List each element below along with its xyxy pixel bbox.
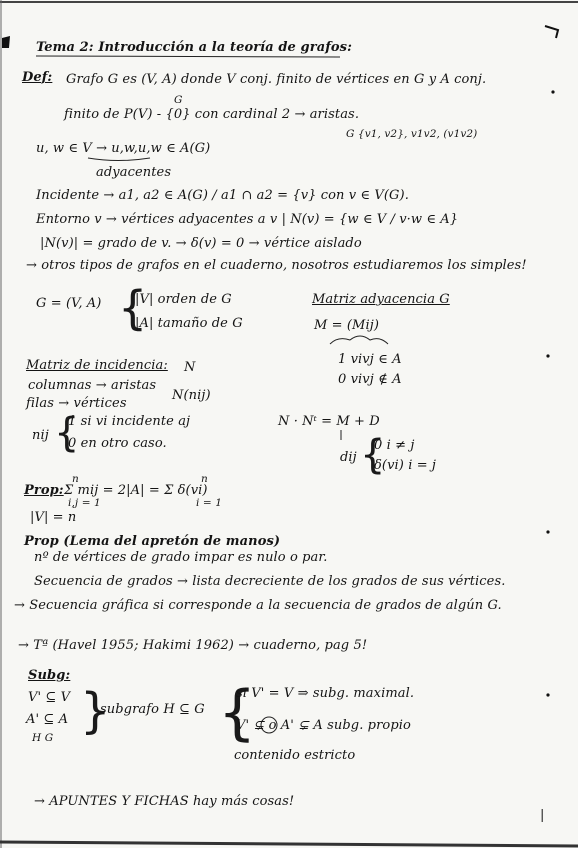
prop-label: Prop: [24,483,64,498]
subgrafo-text: subgrafo H ⊆ G [100,702,205,717]
margin-dot [551,90,554,93]
adjacency-line: u, w ∈ V → u,w,u,w ∈ A(G) [36,141,211,156]
nij-brace: { [54,410,80,456]
n-nt-formula: N · Nᵗ = M + D [278,414,380,429]
graph-def: G = (V, A) [36,296,102,311]
prop-handshake-text: nº de vértices de grado impar es nulo o par. [34,550,328,565]
incidente-line: Incidente → a1, a2 ∈ A(G) / a1 ∩ a2 = {v} con v ∈ V(G). [36,188,409,203]
def-grafo-line1: Grafo G es (V, A) donde V conj. finito de vértices en G y A conj. [66,72,487,87]
nij-one: 1 si vi incidente aj [68,414,191,429]
sub-v: V' ⊆ V [28,690,71,705]
dij-brace: { [360,432,386,478]
def-label: Def: [22,70,53,85]
subg-label: Subg: [28,668,71,683]
dij-grado: δ(vi) i = j [374,458,437,473]
subg-maximal: si V' = V ⇒ subg. maximal. [236,686,415,701]
dij-zero: 0 i ≠ j [374,438,415,453]
secuencia-grados: Secuencia de grados → lista decreciente de los grados de sus vértices. [34,574,506,589]
margin-dot [546,693,549,696]
sub-left-brace: } [80,683,111,739]
nij-label: nij [32,428,49,443]
prop-formula: Σ mij = 2|A| = Σ δ(vi) [64,483,208,498]
apuntes-line: → APUNTES Y FICHAS hay más cosas! [34,794,295,809]
prop-v: |V| = n [30,510,77,525]
dij-label: dij [340,450,357,465]
nij-zero: 0 en otro caso. [68,436,167,451]
entorno-line: Entorno v → vértices adyacentes a v | N(v) = {w ∈ V / v·w ∈ A} [36,212,459,227]
corner-mark [2,36,10,48]
adyacencia-cero: 0 vivj ∉ A [338,372,402,387]
sub-a: A' ⊆ A [26,712,69,727]
orden-text: |V| orden de G [135,292,232,307]
def-grafo-note2: G {v1, v2}, v1v2, (v1v2) [346,128,478,140]
prop-sum-bottom: i,j = 1 [68,497,101,509]
adj-matrix-brace [330,336,388,344]
title-underline [36,56,340,57]
sub-h: H G [32,732,54,744]
columnas-line: columnas → aristas [28,378,157,393]
def-grafo-note: G [174,94,183,106]
contenido-estricto: contenido estricto [234,748,356,763]
tamano-text: |A| tamaño de G [135,316,243,331]
adj-underbrace [88,158,150,161]
page-title: Tema 2: Introducción a la teoría de grafos: [36,40,352,55]
def-grafo-line2: finito de P(V) - {0} con cardinal 2 → aristas. [64,107,360,122]
corner-scribble [545,26,558,38]
subg-propio: V' ⊊ o A' ⊊ A subg. propio [236,718,411,733]
matriz-incidencia-n: N [184,360,196,375]
page-mark: | [540,808,545,823]
matriz-incidencia-title: Matriz de incidencia: [26,358,168,373]
prop-sum2-top: n [201,473,208,485]
secuencia-grafica: → Secuencia gráfica si corresponde a la secuencia de grados de algún G. [14,598,502,613]
matriz-adyacencia-title: Matriz adyacencia G [312,292,450,307]
n-def: N(nij) [172,388,211,403]
margin-dot [546,530,549,533]
prop-sum2-bottom: i = 1 [196,497,223,509]
orden-tamano-brace: { [118,281,148,335]
matriz-adyacencia-def: M = (Mij) [314,318,380,333]
margin-dot [546,354,549,357]
adyacencia-uno: 1 vivj ∈ A [338,352,402,367]
teorema-line: → Tª (Havel 1955; Hakimi 1962) → cuaderno, pag 5! [18,638,368,653]
adjacency-label: adyacentes [96,165,172,180]
otros-tipos-line: → otros tipos de grafos en el cuaderno, nosotros estudiaremos los simples! [26,258,527,273]
filas-line: filas → vértices [26,396,127,411]
sub-right-brace: { [218,678,257,748]
prop-sum-top: n [72,473,79,485]
grado-line: |N(v)| = grado de v. → δ(v) = 0 → vértice aislado [40,236,362,251]
prop-handshake-title: Prop (Lema del apretón de manos) [24,534,281,549]
bottom-edge [0,842,578,846]
